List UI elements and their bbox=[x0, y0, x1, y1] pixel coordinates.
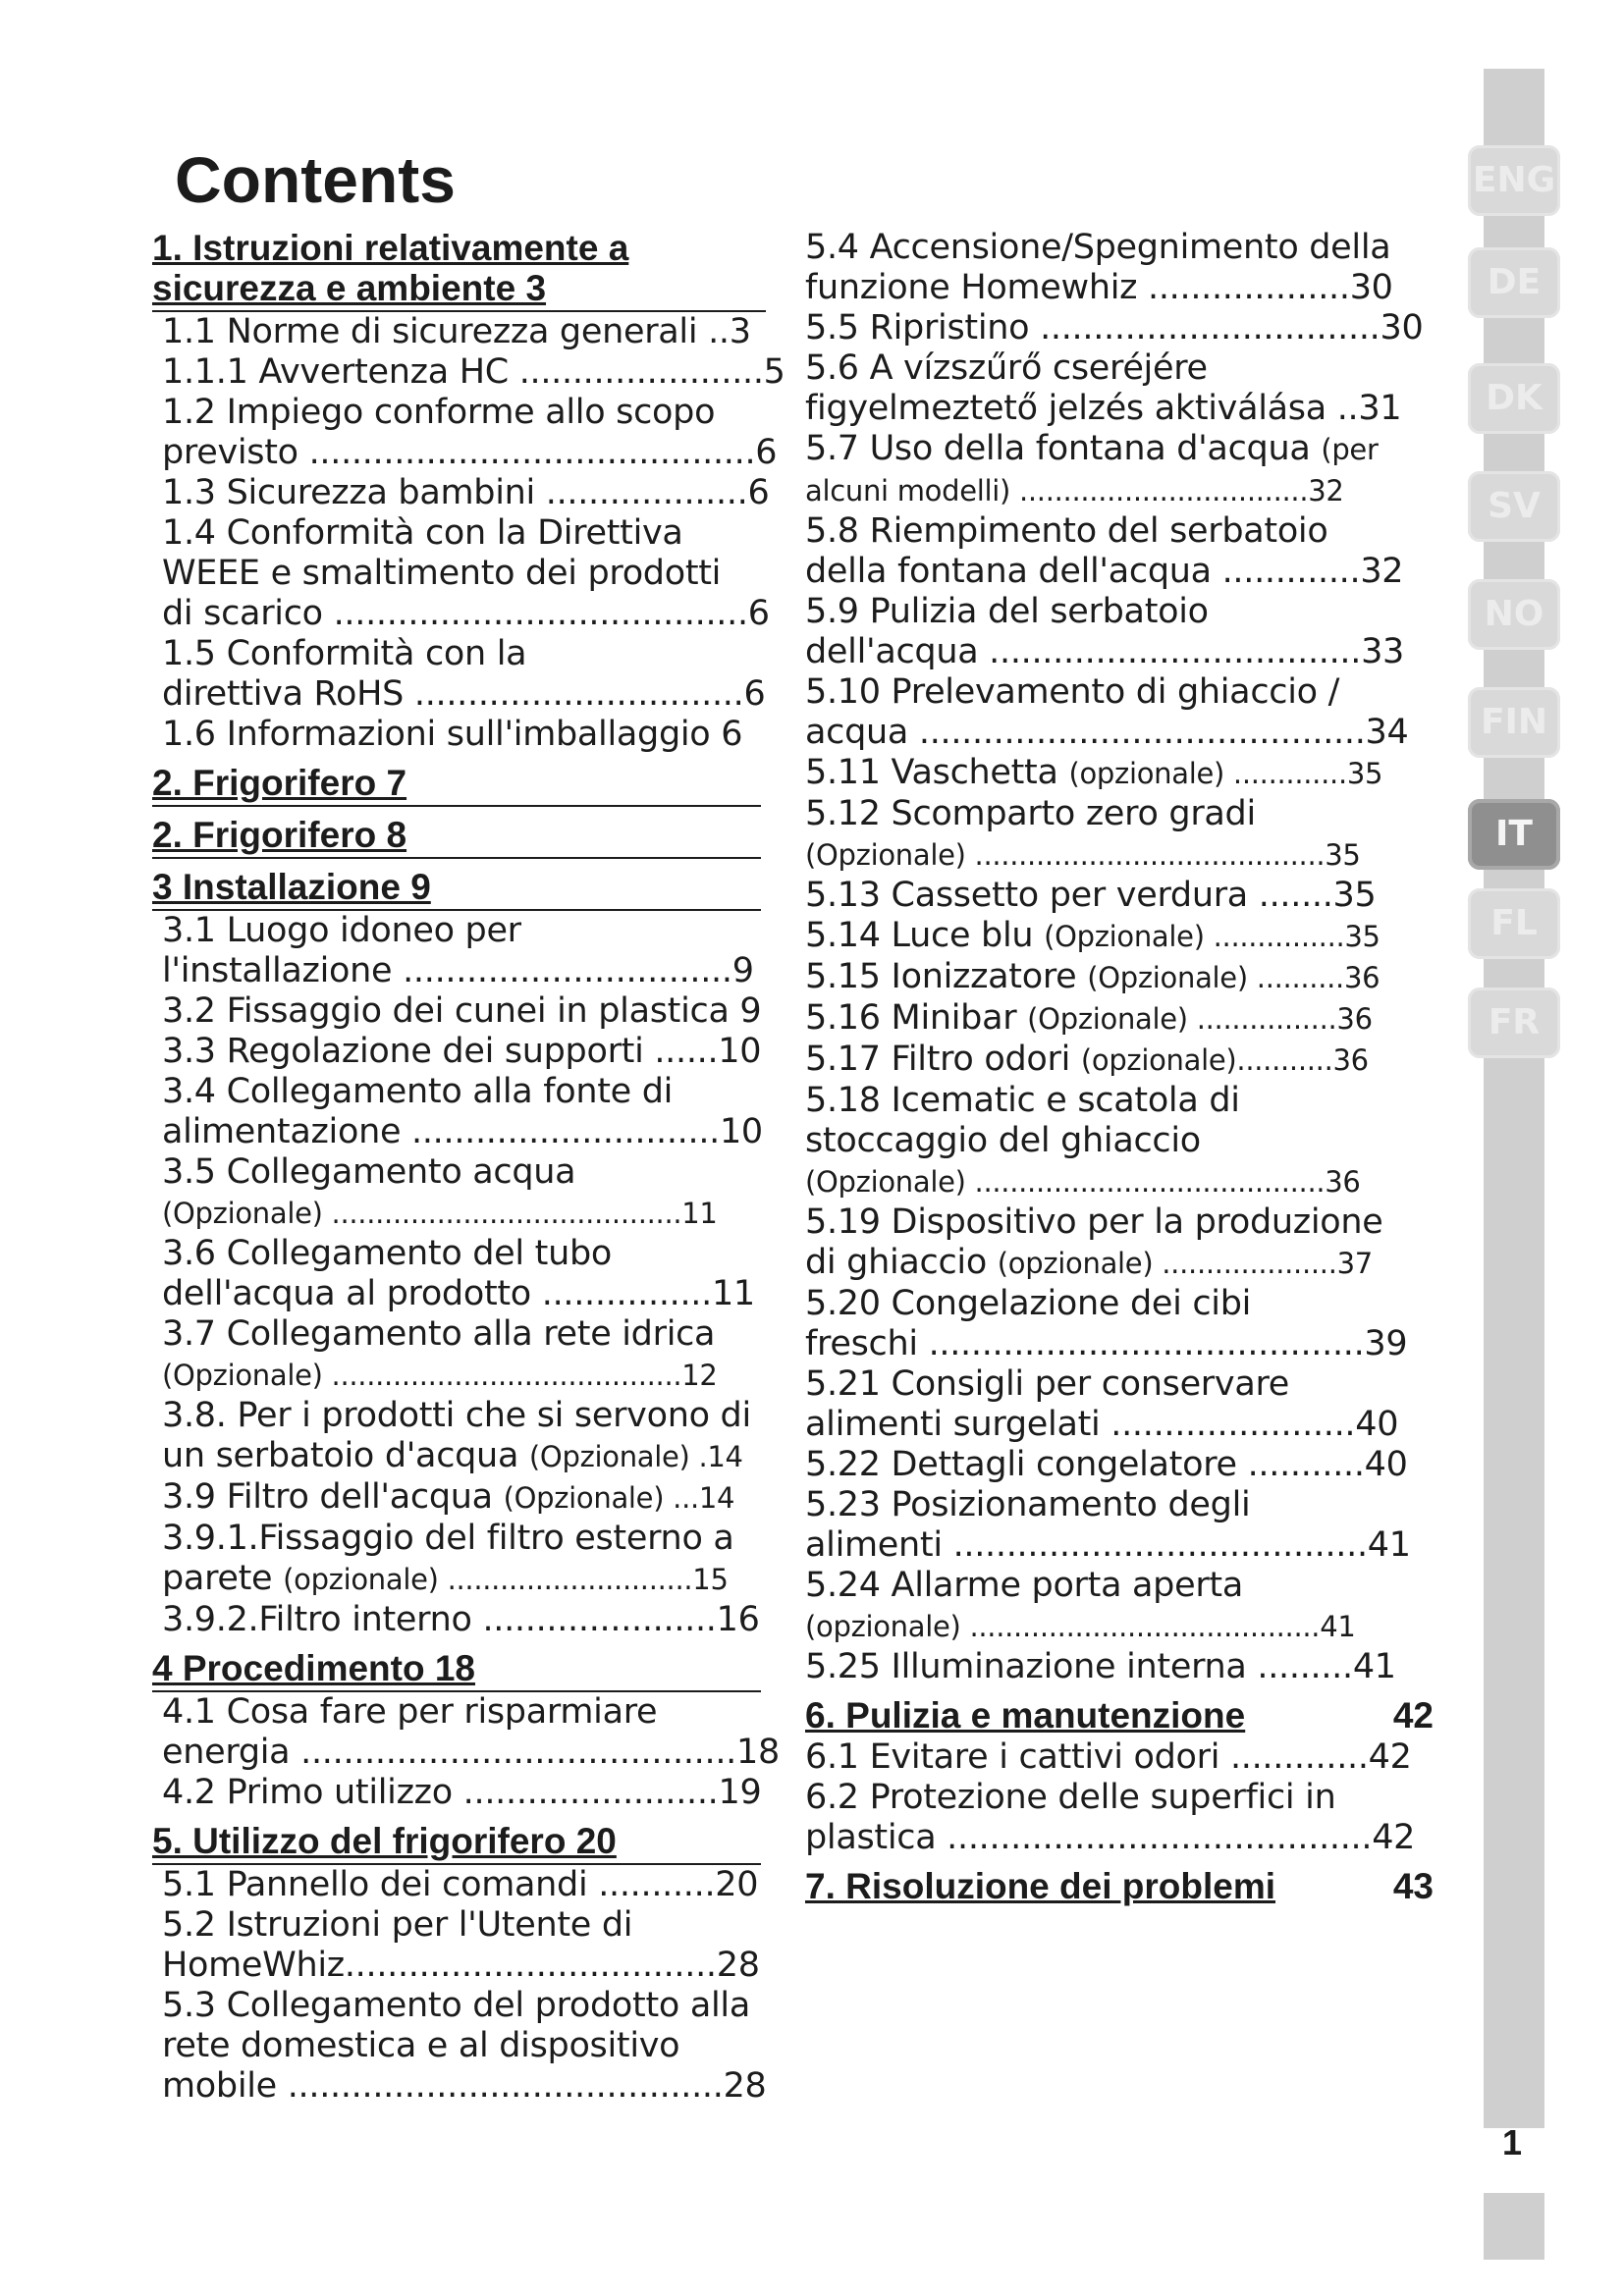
toc-entry[interactable]: 5.23 Posizionamento degli alimenti .......................................41 bbox=[805, 1485, 1411, 1565]
toc-entry-title: 5.15 Ionizzatore bbox=[805, 957, 1088, 996]
toc-entry-title: 5.12 Scomparto zero gradi bbox=[805, 794, 1256, 833]
toc-entry[interactable]: 5.13 Cassetto per verdura .......35 bbox=[805, 876, 1377, 915]
page-number: 1 bbox=[1501, 2122, 1523, 2163]
toc-entry[interactable]: 5.22 Dettagli congelatore ...........40 bbox=[805, 1445, 1408, 1484]
toc-section[interactable]: 5. Utilizzo del frigorifero 20 bbox=[152, 1821, 761, 1865]
toc-entry-title: 5.24 Allarme porta aperta bbox=[805, 1566, 1243, 1605]
toc-entry[interactable]: 3.9.2.Filtro interno ......................16 bbox=[162, 1600, 760, 1639]
toc-entry[interactable] bbox=[805, 429, 1453, 511]
toc-entry[interactable] bbox=[152, 1314, 790, 1396]
toc-section[interactable]: 4 Procedimento 18 bbox=[152, 1648, 761, 1692]
toc-section[interactable]: 1. Istruzioni relativamente a sicurezza e ambiente 3 bbox=[152, 228, 766, 312]
toc-entry[interactable]: 6.2 Protezione delle superfici in plastica ........................................42 bbox=[805, 1778, 1416, 1857]
toc-column-right bbox=[805, 228, 1453, 1908]
toc-entry[interactable]: 5.3 Collegamento del prodotto alla rete domestica e al dispositivo mobile .........................................28 bbox=[162, 1986, 767, 2106]
toc-entry-note: (Opzionale) ..........36 bbox=[1087, 961, 1380, 994]
toc-entry[interactable]: 4.1 Cosa fare per risparmiare energia .........................................18 bbox=[162, 1692, 780, 1772]
toc-entry-note: (opzionale) ....................37 bbox=[997, 1247, 1373, 1280]
toc-entry[interactable] bbox=[152, 1396, 790, 1477]
toc-entry[interactable]: 5.4 Accensione/Spegnimento della funzione Homewhiz ...................30 bbox=[805, 228, 1393, 307]
toc-entry[interactable]: 3.1 Luogo idoneo per l'installazione ...............................9 bbox=[162, 911, 754, 990]
toc-entry-title: 3.9.1.Fissaggio del filtro esterno a parete bbox=[162, 1519, 734, 1598]
page-edge-block bbox=[1484, 2193, 1544, 2260]
toc-entry-title: 5.11 Vaschetta bbox=[805, 753, 1069, 792]
toc-entry[interactable]: 5.5 Ripristino ................................30 bbox=[805, 308, 1424, 347]
language-tab-no[interactable]: NO bbox=[1468, 579, 1560, 650]
toc-entry[interactable]: 1.2 Impiego conforme allo scopo previsto ..........................................6 bbox=[162, 393, 778, 472]
language-tab-dk[interactable]: DK bbox=[1468, 363, 1560, 434]
toc-section-page: 42 bbox=[1392, 1695, 1434, 1735]
toc-section[interactable]: 3 Installazione 9 bbox=[152, 867, 761, 911]
toc-entry[interactable]: 3.6 Collegamento del tubo dell'acqua al prodotto ................11 bbox=[162, 1234, 755, 1313]
toc-column-left bbox=[152, 228, 790, 2107]
toc-entry-title: 3.8. Per i prodotti che si servono di un serbatoio d'acqua bbox=[162, 1396, 751, 1475]
toc-entry[interactable] bbox=[805, 1040, 1453, 1081]
toc-section[interactable]: 2. Frigorifero 8 bbox=[152, 815, 761, 859]
language-tab-de[interactable]: DE bbox=[1468, 247, 1560, 318]
toc-entry[interactable]: 5.1 Pannello dei comandi ...........20 bbox=[162, 1865, 759, 1904]
language-tab-fr[interactable]: FR bbox=[1468, 988, 1560, 1058]
toc-entry[interactable]: 1.5 Conformità con la direttiva RoHS ...............................6 bbox=[162, 634, 766, 714]
toc-entry[interactable] bbox=[152, 1477, 790, 1519]
toc-entry[interactable]: 1.1.1 Avvertenza HC .......................5 bbox=[162, 352, 785, 392]
toc-section[interactable] bbox=[805, 1695, 1434, 1737]
toc-entry[interactable]: 3.3 Regolazione dei supporti ......10 bbox=[162, 1032, 762, 1071]
page-title: Contents bbox=[175, 143, 456, 216]
toc-entry-title: 3.5 Collegamento acqua bbox=[162, 1152, 576, 1192]
toc-section-title: 6. Pulizia e manutenzione bbox=[805, 1695, 1246, 1735]
language-tab-eng[interactable]: ENG bbox=[1468, 145, 1560, 216]
toc-entry[interactable] bbox=[805, 1081, 1453, 1202]
toc-entry[interactable]: 3.4 Collegamento alla fonte di alimentazione .............................10 bbox=[162, 1072, 763, 1151]
toc-entry[interactable]: 5.2 Istruzioni per l'Utente di HomeWhiz...................................28 bbox=[162, 1905, 760, 1985]
toc-entry-note: (Opzionale) ........................................35 bbox=[805, 838, 1361, 872]
toc-entry[interactable]: 4.2 Primo utilizzo ........................19 bbox=[162, 1773, 762, 1812]
toc-entry[interactable]: 1.1 Norme di sicurezza generali ..3 bbox=[162, 312, 751, 351]
toc-entry-title: 5.16 Minibar bbox=[805, 998, 1028, 1038]
toc-section[interactable]: 2. Frigorifero 7 bbox=[152, 763, 761, 807]
toc-entry[interactable]: 1.3 Sicurezza bambini ...................6 bbox=[162, 473, 770, 512]
toc-entry[interactable]: 5.20 Congelazione dei cibi freschi .........................................39 bbox=[805, 1284, 1408, 1363]
toc-entry-note: (opzionale) ............................15 bbox=[283, 1563, 729, 1596]
toc-entry[interactable] bbox=[805, 916, 1453, 957]
language-tab-it[interactable]: IT bbox=[1468, 799, 1560, 870]
toc-entry-note: (Opzionale) ........................................12 bbox=[162, 1359, 718, 1392]
toc-entry-note: (Opzionale) ........................................36 bbox=[805, 1165, 1361, 1199]
toc-entry[interactable] bbox=[152, 1152, 790, 1234]
toc-entry[interactable]: 5.10 Prelevamento di ghiaccio / acqua ..........................................34 bbox=[805, 672, 1409, 752]
toc-entry-note: (opzionale)...........36 bbox=[1080, 1043, 1369, 1077]
toc-entry[interactable]: 1.4 Conformità con la Direttiva WEEE e smaltimento dei prodotti di scarico .......................................6 bbox=[162, 513, 770, 633]
toc-entry-note: (Opzionale) .14 bbox=[528, 1440, 743, 1473]
toc-entry[interactable]: 5.9 Pulizia del serbatoio dell'acqua ...................................33 bbox=[805, 592, 1405, 671]
toc-entry-title: 5.19 Dispositivo per la produzione di ghiaccio bbox=[805, 1202, 1383, 1282]
toc-entry[interactable]: 5.6 A vízszűrő cseréjére figyelmeztető jelzés aktiválása ..31 bbox=[805, 348, 1402, 428]
toc-section[interactable] bbox=[805, 1866, 1434, 1908]
toc-section-title: 7. Risoluzione dei problemi bbox=[805, 1866, 1276, 1906]
toc-entry[interactable] bbox=[805, 998, 1453, 1040]
toc-entry[interactable] bbox=[805, 957, 1453, 998]
toc-section-page: 43 bbox=[1392, 1866, 1434, 1906]
toc-entry-title: 5.18 Icematic e scatola di stoccaggio del ghiaccio bbox=[805, 1081, 1240, 1160]
toc-entry-note: (Opzionale) ...14 bbox=[503, 1481, 735, 1515]
toc-entry-note: (Opzionale) ................36 bbox=[1027, 1002, 1373, 1036]
toc-entry-title: 5.14 Luce blu bbox=[805, 916, 1045, 955]
toc-entry[interactable] bbox=[805, 1566, 1453, 1647]
toc-entry[interactable] bbox=[805, 794, 1453, 876]
toc-entry[interactable]: 1.6 Informazioni sull'imballaggio 6 bbox=[162, 715, 743, 754]
language-tab-fl[interactable]: FL bbox=[1468, 888, 1560, 959]
toc-entry-note: (per alcuni modelli) .................................32 bbox=[805, 433, 1379, 507]
toc-entry-title: 3.9 Filtro dell'acqua bbox=[162, 1477, 504, 1517]
toc-entry-note: (Opzionale) ........................................11 bbox=[162, 1197, 718, 1230]
toc-entry[interactable]: 5.8 Riempimento del serbatoio della fontana dell'acqua .............32 bbox=[805, 511, 1404, 591]
toc-entry-note: (opzionale) ........................................41 bbox=[805, 1610, 1356, 1643]
toc-entry[interactable] bbox=[152, 1519, 790, 1600]
toc-entry-title: 5.17 Filtro odori bbox=[805, 1040, 1081, 1079]
toc-entry-title: 5.7 Uso della fontana d'acqua bbox=[805, 429, 1322, 468]
toc-entry-note: (Opzionale) ...............35 bbox=[1044, 920, 1380, 953]
toc-entry[interactable] bbox=[805, 1202, 1453, 1284]
toc-entry-title: 3.7 Collegamento alla rete idrica bbox=[162, 1314, 716, 1354]
toc-entry[interactable]: 6.1 Evitare i cattivi odori .............42 bbox=[805, 1737, 1412, 1777]
toc-entry[interactable] bbox=[805, 753, 1453, 794]
language-tab-fin[interactable]: FIN bbox=[1468, 687, 1560, 758]
toc-entry[interactable]: 5.21 Consigli per conservare alimenti surgelati .......................40 bbox=[805, 1364, 1399, 1444]
toc-entry-note: (opzionale) .............35 bbox=[1068, 757, 1383, 790]
toc-entry[interactable]: 3.2 Fissaggio dei cunei in plastica 9 bbox=[162, 991, 762, 1031]
language-tab-sv[interactable]: SV bbox=[1468, 471, 1560, 542]
toc-entry[interactable]: 5.25 Illuminazione interna .........41 bbox=[805, 1647, 1396, 1686]
